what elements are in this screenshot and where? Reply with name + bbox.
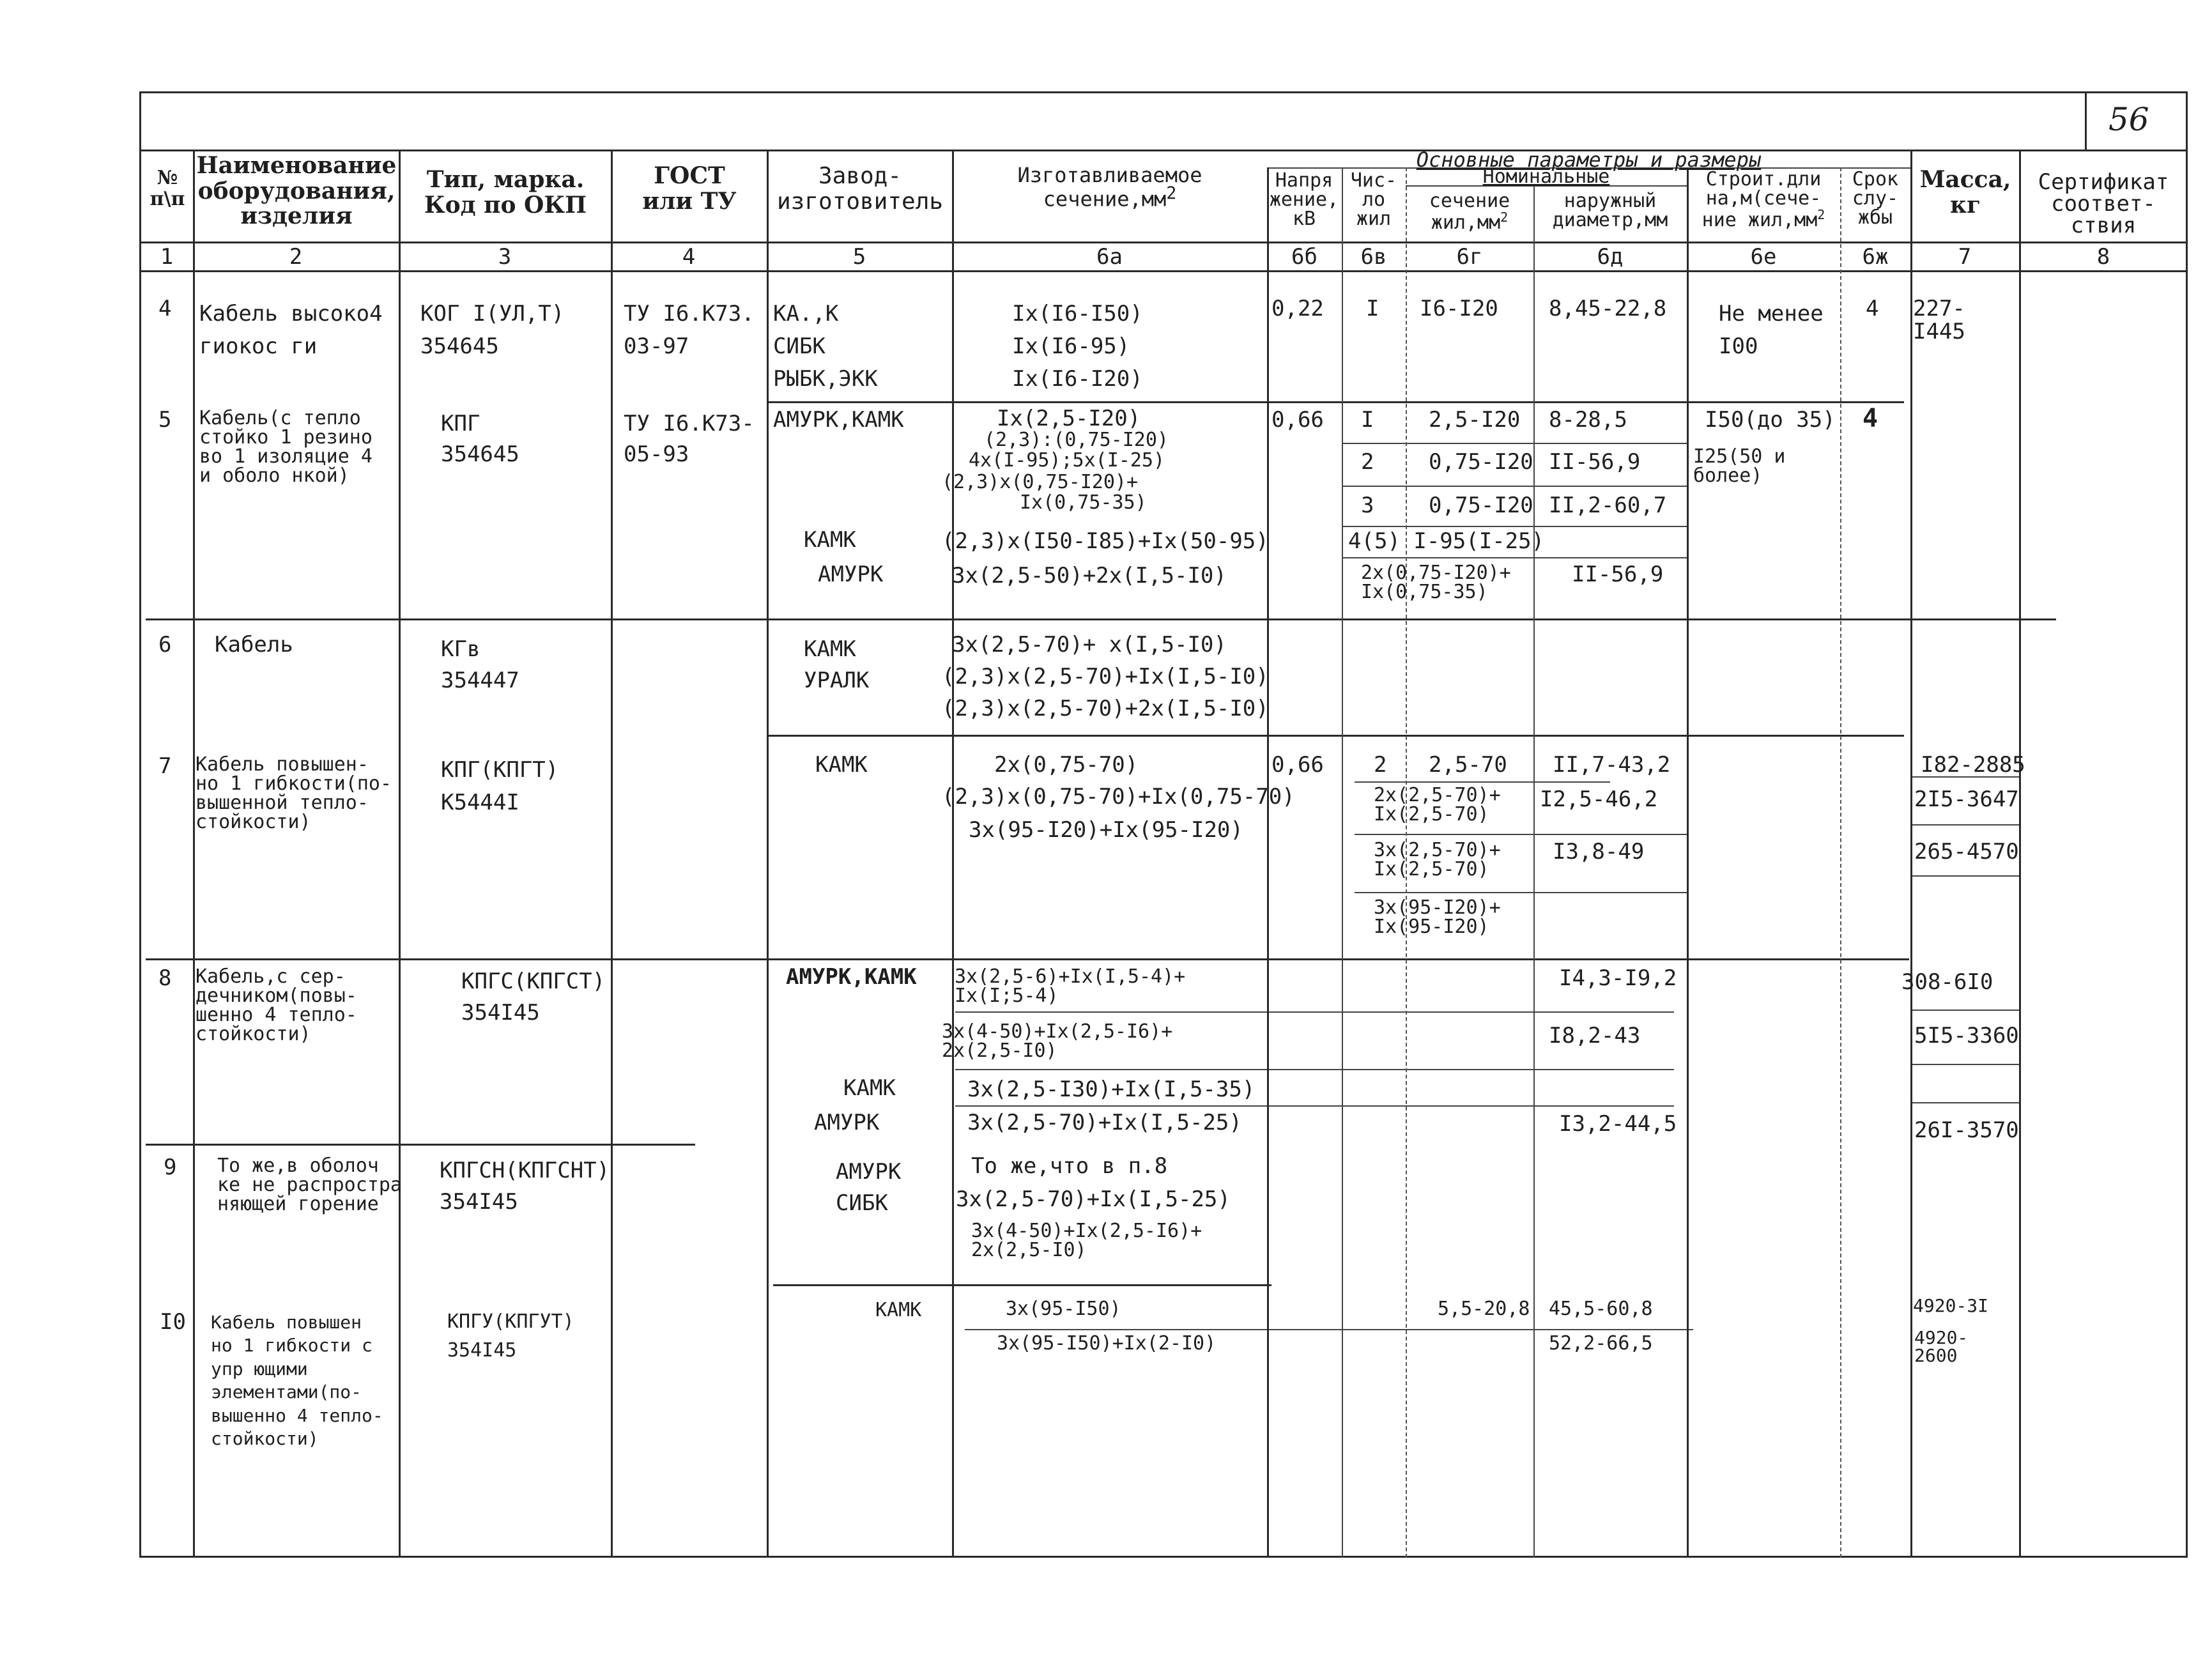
r8-type: КПГС(КПГСТ) 354I45 bbox=[461, 969, 606, 1026]
r7-mass2: 2I5-3647 bbox=[1914, 787, 2019, 812]
header-col6a-text: Изготавливаемое сечение,мм bbox=[1017, 163, 1202, 211]
r7-cc2: 2х(2,5-70)+ Iх(2,5-70) bbox=[1374, 784, 1501, 825]
r5-cores1: I bbox=[1361, 407, 1374, 433]
col-line-6zh-7 bbox=[1910, 150, 1912, 1558]
r5-type: КПГ 354645 bbox=[441, 411, 519, 467]
r6-num: 6 bbox=[158, 632, 172, 657]
r4-length: Не менее I00 bbox=[1719, 301, 1824, 359]
header-col6g bbox=[1406, 192, 1533, 233]
r7-sec2: (2,3)х(0,75-70)+Iх(0,75-70) bbox=[942, 784, 1295, 810]
r5-cores-csec4: 4(5) I-95(I-25) bbox=[1348, 528, 1545, 554]
r8-plant3: АМУРК bbox=[814, 1110, 880, 1135]
r9-sec1: То же,что в п.8 bbox=[971, 1153, 1168, 1179]
r5-sec3: 4х(I-95);5х(I-25) bbox=[969, 449, 1165, 472]
r6-sec2: (2,3)х(2,5-70)+Iх(I,5-I0) bbox=[942, 664, 1269, 689]
r4-mass: 227- I445 bbox=[1913, 296, 1965, 344]
r10-num: I0 bbox=[160, 1309, 186, 1335]
r5-name: Кабель(с тепло стойко 1 резино во 1 изоляцие 4 и оболо нкой) bbox=[199, 407, 373, 487]
header-col6a-sup: 2 bbox=[1166, 183, 1177, 203]
r7-voltage: 0,66 bbox=[1271, 752, 1324, 778]
colnum-6e: 6е bbox=[1750, 244, 1777, 270]
r7-cc4: 3х(95-I20)+ Iх(95-I20) bbox=[1374, 896, 1501, 938]
r8-diam1: I4,3-I9,2 bbox=[1559, 965, 1677, 991]
header-col6g-sup: 2 bbox=[1500, 210, 1509, 225]
r9-num: 9 bbox=[164, 1155, 177, 1180]
r5-sec6: (2,3)х(I50-I85)+Iх(50-95) bbox=[942, 528, 1269, 554]
r4-gost: ТУ I6.К73. 03-97 bbox=[624, 301, 755, 359]
r8-sub2 bbox=[955, 1069, 1674, 1070]
r5-diam3: II,2-60,7 bbox=[1549, 493, 1667, 518]
r9-type: КПГСН(КПГСНТ) 354I45 bbox=[440, 1158, 610, 1215]
r10-sec1: 3х(95-I50) bbox=[1006, 1298, 1121, 1320]
header-col2: Наименование оборудования, изделия bbox=[196, 152, 397, 230]
r5-csec2: 0,75-I20 bbox=[1429, 449, 1533, 475]
col-line-6e-6zh bbox=[1840, 167, 1841, 1558]
col-line-3-4 bbox=[611, 150, 613, 1558]
r5-plant1: АМУРК,КАМК bbox=[773, 407, 904, 433]
r9-plant: АМУРК СИБК bbox=[836, 1159, 902, 1217]
r7-sec1: 2х(0,75-70) bbox=[994, 752, 1139, 778]
header-col6zh: Срок слу- жбы bbox=[1852, 168, 1899, 229]
colnum-5: 5 bbox=[852, 244, 866, 270]
col-line-6d-6e bbox=[1687, 167, 1689, 1558]
r7-cores1: 2 bbox=[1374, 752, 1387, 778]
r8-sec1: 3х(2,5-6)+Iх(I,5-4)+ Iх(I;5-4) bbox=[955, 965, 1186, 1007]
r4-diameter: 8,45-22,8 bbox=[1549, 296, 1667, 321]
colnum-1: 1 bbox=[160, 244, 174, 270]
colnum-6zh: 6ж bbox=[1862, 244, 1889, 270]
col-line-6g-6d bbox=[1533, 185, 1535, 1558]
header-nominal: Номинальные bbox=[1482, 165, 1610, 188]
r5-sec7: 3х(2,5-50)+2х(I,5-I0) bbox=[952, 563, 1227, 588]
r7-csec1: 2,5-70 bbox=[1429, 752, 1507, 778]
col-line-7-8 bbox=[2019, 150, 2021, 1558]
r5-gost: ТУ I6.К73- 05-93 bbox=[624, 411, 755, 467]
col-line-1-2 bbox=[193, 150, 195, 1558]
r8-diam4: I3,2-44,5 bbox=[1559, 1111, 1677, 1137]
r8-mass-sub1 bbox=[1910, 1010, 2019, 1011]
r7-cc3: 3х(2,5-70)+ Iх(2,5-70) bbox=[1374, 839, 1501, 880]
r7-mass1: I82-2885 bbox=[1921, 752, 2025, 778]
row-line-7-8 bbox=[146, 958, 1909, 960]
r7-num: 7 bbox=[158, 753, 172, 779]
colnum-7: 7 bbox=[1958, 244, 1972, 270]
header-col6b: Напря жение, кВ bbox=[1269, 169, 1339, 230]
r8-num: 8 bbox=[158, 965, 172, 991]
page-number: 56 bbox=[2108, 101, 2149, 138]
r4-plant: КА.,К СИБК РЫБК,ЭКК bbox=[773, 301, 878, 392]
col-line-4-5 bbox=[767, 150, 769, 1558]
header-col4: ГОСТ или ТУ bbox=[642, 162, 737, 215]
header-col8: Сертификат соответ- ствия bbox=[2038, 169, 2169, 238]
header-group-title: Основные параметры и размеры bbox=[1416, 148, 1762, 172]
col-line-6b-6v bbox=[1342, 167, 1343, 1558]
r7-name: Кабель повышен- но 1 гибкости(по- вышенной тепло- стойкости) bbox=[196, 753, 392, 833]
colnum-2: 2 bbox=[289, 244, 303, 270]
colnum-8: 8 bbox=[2096, 244, 2110, 270]
r6-type: КГв 354447 bbox=[441, 636, 519, 694]
r7-sub2 bbox=[1355, 834, 1687, 835]
r4-core-section: I6-I20 bbox=[1420, 296, 1498, 321]
header-col3: Тип, марка. Код по ОКП bbox=[424, 166, 587, 219]
r10-core-section: 5,5-20,8 bbox=[1438, 1298, 1530, 1320]
header-col6a bbox=[955, 165, 1265, 210]
r4-section: Iх(I6-I50) Iх(I6-95) Iх(I6-I20) bbox=[1012, 301, 1143, 392]
r5-life: 4 bbox=[1863, 404, 1878, 433]
r4-name: Кабель высоко4 гиокос ги bbox=[199, 301, 383, 359]
r5-sub2 bbox=[1342, 486, 1687, 487]
r8-sec4: 3х(2,5-70)+Iх(I,5-25) bbox=[967, 1110, 1242, 1135]
colnum-6v: 6в bbox=[1360, 244, 1387, 270]
row-line-4-5 bbox=[767, 401, 1904, 403]
r5-csec3: 0,75-I20 bbox=[1429, 493, 1533, 518]
r10-type: КПГУ(КПГУТ) 354I45 bbox=[447, 1310, 574, 1362]
r5-sec5: Iх(0,75-35) bbox=[1020, 491, 1147, 514]
header-col6v: Чис- ло жил bbox=[1350, 169, 1397, 230]
r8-mass4: 26I-3570 bbox=[1914, 1117, 2019, 1143]
r8-plant1: АМУРК,КАМК bbox=[786, 964, 917, 990]
r7-type: КПГ(КПГТ) К5444I bbox=[441, 757, 559, 815]
r5-cores3: 3 bbox=[1361, 493, 1374, 518]
r7-plant: КАМК bbox=[815, 752, 868, 778]
col-line-2-3 bbox=[399, 150, 401, 1558]
r5-length2: I25(50 и более) bbox=[1693, 445, 1786, 487]
header-col1: № п\п bbox=[150, 167, 185, 210]
r9-sec3: 3х(4-50)+Iх(2,5-I6)+ 2х(2,5-I0) bbox=[971, 1220, 1202, 1261]
r10-name: Кабель повышен но 1 гибкости с упр ющими элементами(по- вышенно 4 тепло- стойкости) bbox=[211, 1312, 383, 1449]
r10-mass1: 4920-3I bbox=[1913, 1295, 1989, 1316]
r5-sub1 bbox=[1342, 443, 1687, 444]
header-col6g-text: сечение жил,мм bbox=[1429, 190, 1510, 234]
r4-num: 4 bbox=[158, 296, 172, 321]
r8-name: Кабель,с сер- дечником(повы- шенно 4 тепло- стойкости) bbox=[196, 965, 357, 1045]
header-col6d: наружный диаметр,мм bbox=[1552, 190, 1668, 231]
colnum-6g: 6г bbox=[1456, 244, 1483, 270]
r7-sec3: 3х(95-I20)+Iх(95-I20) bbox=[969, 817, 1243, 843]
r4-type: КОГ I(УЛ,Т) 354645 bbox=[420, 301, 565, 359]
r5-sub3 bbox=[1342, 526, 1687, 527]
r10-sub1 bbox=[965, 1329, 1693, 1330]
colnum-bottom-line bbox=[139, 270, 2188, 272]
r6-plant: КАМК УРАЛК bbox=[804, 636, 870, 694]
r8-sub1 bbox=[955, 1011, 1674, 1013]
header-col5: Завод- изготовитель bbox=[776, 163, 944, 215]
r4-life: 4 bbox=[1866, 296, 1879, 321]
r8-plant2: КАМК bbox=[843, 1075, 896, 1101]
r5-diam2: II-56,9 bbox=[1549, 449, 1641, 475]
colnum-6b: 6б bbox=[1291, 244, 1317, 270]
r10-mass2: 4920- 2600 bbox=[1914, 1327, 1969, 1366]
r6-sec1: 3х(2,5-70)+ х(I,5-I0) bbox=[952, 632, 1227, 657]
r4-voltage: 0,22 bbox=[1271, 296, 1324, 321]
r5-plant3: АМУРК bbox=[818, 562, 884, 587]
r7-mass-sub3 bbox=[1910, 875, 2019, 877]
r9-sec2: 3х(2,5-70)+Iх(I,5-25) bbox=[956, 1186, 1231, 1212]
r7-mass-sub2 bbox=[1910, 824, 2019, 825]
header-col6e-sup: 2 bbox=[1817, 207, 1825, 222]
r5-cores-csec5: 2х(0,75-I20)+ Iх(0,75-35) bbox=[1361, 562, 1511, 603]
header-bottom-line bbox=[139, 242, 2188, 243]
r6-name: Кабель bbox=[215, 632, 293, 657]
r5-voltage: 0,66 bbox=[1271, 407, 1324, 433]
r5-sub4 bbox=[1342, 557, 1687, 558]
r10-diam1: 45,5-60,8 bbox=[1549, 1298, 1653, 1320]
r5-cores2: 2 bbox=[1361, 449, 1374, 475]
r5-sec2: (2,3):(0,75-I20) bbox=[984, 429, 1169, 451]
row-line-5-6 bbox=[146, 618, 2056, 620]
row-line-6-7 bbox=[767, 735, 1904, 737]
r7-sub3 bbox=[1355, 892, 1687, 893]
r7-sub1 bbox=[1355, 781, 1610, 783]
r5-diam5: II-56,9 bbox=[1572, 562, 1664, 587]
r7-mass3: 265-4570 bbox=[1914, 839, 2019, 864]
r5-csec1: 2,5-I20 bbox=[1429, 407, 1521, 433]
header-col6e-text: Строит.дли на,м(сече- ние жил,мм bbox=[1701, 168, 1822, 231]
header-col7: Масса, кг bbox=[1919, 166, 2011, 219]
r8-sub3 bbox=[955, 1105, 1674, 1107]
r5-sec1: Iх(2,5-I20) bbox=[997, 406, 1141, 431]
r7-diam3: I3,8-49 bbox=[1553, 839, 1645, 864]
r8-mass-sub2 bbox=[1910, 1064, 2019, 1065]
r8-diam2: I8,2-43 bbox=[1549, 1023, 1641, 1048]
header-col6e bbox=[1687, 170, 1840, 230]
col-line-6a-6b bbox=[1267, 167, 1269, 1558]
colnum-6d: 6д bbox=[1597, 244, 1624, 270]
r5-plant2: КАМК bbox=[804, 527, 856, 553]
r5-num: 5 bbox=[158, 407, 172, 433]
r8-mass-sub3 bbox=[1910, 1102, 2019, 1103]
r8-sec2: 3х(4-50)+Iх(2,5-I6)+ 2х(2,5-I0) bbox=[942, 1020, 1173, 1062]
col-line-5-6a bbox=[952, 150, 954, 1558]
row-line-9-10 bbox=[773, 1284, 1271, 1286]
r7-diam1: II,7-43,2 bbox=[1553, 752, 1671, 778]
r5-diam1: 8-28,5 bbox=[1549, 407, 1627, 433]
r8-mass1: 308-6I0 bbox=[1901, 969, 1993, 995]
r7-diam2: I2,5-46,2 bbox=[1540, 787, 1658, 812]
r6-sec3: (2,3)х(2,5-70)+2х(I,5-I0) bbox=[942, 696, 1269, 721]
row-line-8-9 bbox=[146, 1144, 695, 1146]
r10-diam2: 52,2-66,5 bbox=[1549, 1332, 1653, 1355]
colnum-6a: 6а bbox=[1096, 244, 1123, 270]
r9-name: То же,в оболоч ке не распростра няющей горение bbox=[217, 1155, 402, 1215]
r5-length1: I50(до 35) bbox=[1705, 407, 1836, 433]
r4-cores: I bbox=[1366, 296, 1379, 321]
colnum-4: 4 bbox=[682, 244, 696, 270]
r5-sec4: (2,3)х(0,75-I20)+ bbox=[942, 471, 1139, 493]
r10-sec2: 3х(95-I50)+Iх(2-I0) bbox=[997, 1332, 1217, 1355]
r10-plant: КАМК bbox=[875, 1299, 922, 1321]
r8-sec3: 3х(2,5-I30)+Iх(I,5-35) bbox=[967, 1077, 1256, 1102]
colnum-3: 3 bbox=[498, 244, 512, 270]
r8-mass2: 5I5-3360 bbox=[1914, 1023, 2019, 1048]
